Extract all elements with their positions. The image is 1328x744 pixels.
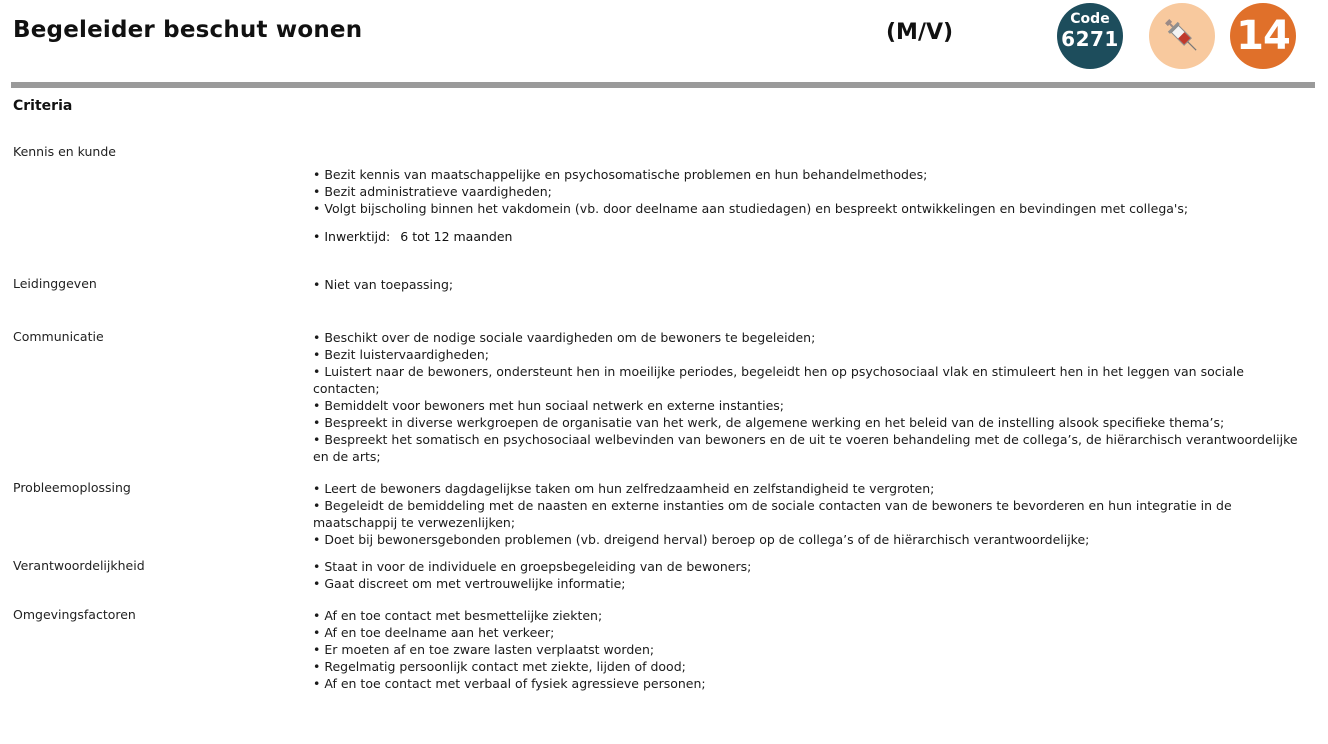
criteria-list (313, 558, 1313, 592)
criteria-list (313, 329, 1313, 465)
worktime-label: Inwerktijd: (324, 229, 391, 244)
class-badge: 14 (1230, 3, 1296, 69)
list-item: • Staat in voor de individuele en groepsbegeleiding van de bewoners; (313, 558, 1313, 575)
code-badge (1057, 3, 1123, 69)
section-label: Communicatie (13, 329, 104, 344)
list-item: • Begeleidt de bemiddeling met de naasten en externe instanties om de sociale contacten van de bewoners te bevorderen en hun integratie in de maatschappij te verwezenlijken; (313, 497, 1313, 531)
list-item: • Bemiddelt voor bewoners met hun sociaal netwerk en externe instanties; (313, 397, 1313, 414)
list-item: • Bespreekt het somatisch en psychosociaal welbevinden van bewoners en de uit te voeren behandeling met de collega’s, de hiërarchisch verantwoordelijke en de arts; (313, 431, 1313, 465)
list-item: • Bezit luistervaardigheden; (313, 346, 1313, 363)
code-badge-number: 6271 (1061, 27, 1119, 51)
list-item: • Gaat discreet om met vertrouwelijke informatie; (313, 575, 1313, 592)
list-item: • Volgt bijscholing binnen het vakdomein (vb. door deelname aan studiedagen) en bespreekt ontwikkelingen en bevindingen met collega's; (313, 200, 1313, 217)
worktime: • Inwerktijd: 6 tot 12 maanden (313, 229, 513, 244)
criteria-list (313, 607, 1313, 692)
risk-badge (1149, 3, 1215, 69)
list-item: • Doet bij bewonersgebonden problemen (vb. dreigend herval) beroep op de collega’s of de hiërarchisch verantwoordelijke; (313, 531, 1313, 548)
worktime-value: 6 tot 12 maanden (400, 229, 513, 244)
list-item: • Regelmatig persoonlijk contact met ziekte, lijden of dood; (313, 658, 1313, 675)
section-label: Kennis en kunde (13, 144, 116, 159)
section-label: Verantwoordelijkheid (13, 558, 145, 573)
list-item: • Leert de bewoners dagdagelijkse taken om hun zelfredzaamheid en zelfstandigheid te vergroten; (313, 480, 1313, 497)
list-item: • Luistert naar de bewoners, ondersteunt hen in moeilijke periodes, begeleidt hen op psychosociaal vlak en stimuleert hen in het leggen van sociale contacten; (313, 363, 1313, 397)
syringe-icon (1157, 11, 1207, 61)
list-item: • Af en toe contact met besmettelijke ziekten; (313, 607, 1313, 624)
list-item: • Niet van toepassing; (313, 276, 1313, 293)
section-label: Probleemoplossing (13, 480, 131, 495)
section-label: Omgevingsfactoren (13, 607, 136, 622)
list-item: • Af en toe deelname aan het verkeer; (313, 624, 1313, 641)
list-item: • Beschikt over de nodige sociale vaardigheden om de bewoners te begeleiden; (313, 329, 1313, 346)
criteria-list (313, 480, 1313, 548)
list-item: • Bezit kennis van maatschappelijke en psychosomatische problemen en hun behandelmethodes; (313, 166, 1313, 183)
gender-label: (M/V) (886, 20, 954, 45)
code-badge-label: Code (1070, 11, 1110, 27)
criteria-list (313, 166, 1313, 217)
header-divider (11, 82, 1315, 88)
section-label: Leidinggeven (13, 276, 97, 291)
list-item: • Af en toe contact met verbaal of fysiek agressieve personen; (313, 675, 1313, 692)
criteria-heading: Criteria (13, 98, 73, 114)
list-item: • Bespreekt in diverse werkgroepen de organisatie van het werk, de algemene werking en het beleid van de instelling alsook specifieke thema’s; (313, 414, 1313, 431)
list-item: • Er moeten af en toe zware lasten verplaatst worden; (313, 641, 1313, 658)
job-title: Begeleider beschut wonen (13, 17, 363, 43)
criteria-list (313, 276, 1313, 293)
list-item: • Bezit administratieve vaardigheden; (313, 183, 1313, 200)
